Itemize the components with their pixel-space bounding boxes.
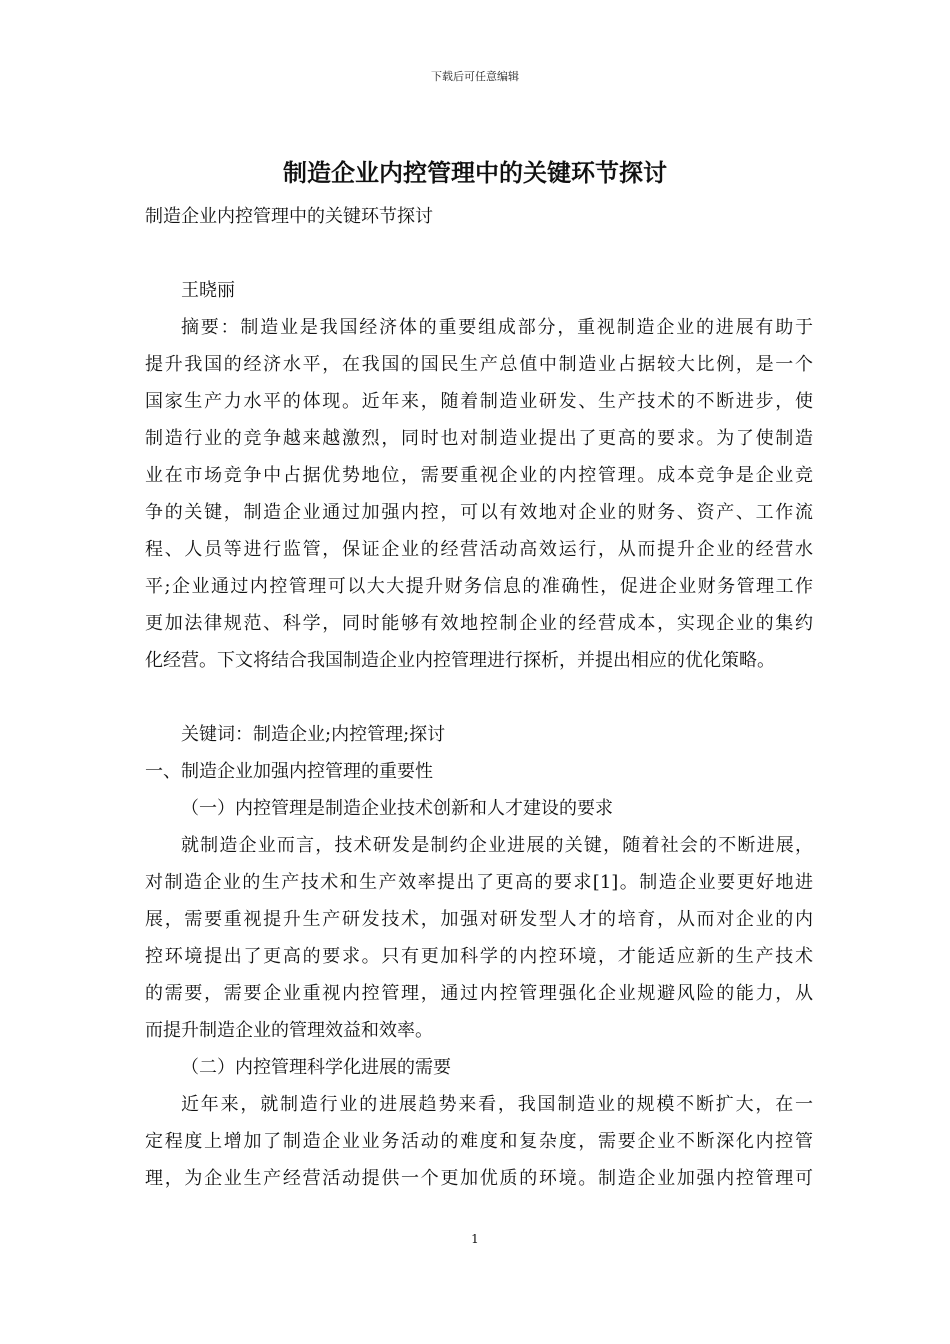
paragraph-line: 近年来，就制造行业的进展趋势来看，我国制造业的规模不断扩大，在一: [181, 1094, 813, 1115]
paragraph-line: 对制造企业的生产技术和生产效率提出了更高的要求[1]。制造企业要更好地进: [145, 872, 813, 893]
document-body: [145, 198, 813, 1197]
paragraph-line: 理，为企业生产经营活动提供一个更加优质的环境。制造企业加强内控管理可: [145, 1168, 813, 1189]
paragraph-line: 就制造企业而言，技术研发是制约企业进展的关键，随着社会的不断进展，: [181, 835, 813, 856]
abstract-line: 平;企业通过内控管理可以大大提升财务信息的准确性，促进企业财务管理工作: [145, 576, 813, 597]
blank-line: [145, 235, 813, 272]
abstract-line: 争的关键，制造企业通过加强内控，可以有效地对企业的财务、资产、工作流: [145, 502, 813, 523]
abstract-line: 化经营。下文将结合我国制造企业内控管理进行探析，并提出相应的优化策略。: [145, 650, 775, 671]
abstract-line: 业在市场竞争中占据优势地位，需要重视企业的内控管理。成本竞争是企业竞: [145, 465, 813, 486]
keywords: 关键词：制造企业;内控管理;探讨: [181, 724, 446, 745]
subsection-2-paragraph: [145, 1086, 813, 1197]
abstract-line: 更加法律规范、科学，同时能够有效地控制企业的经营成本，实现企业的集约: [145, 613, 813, 634]
section-heading: 一、制造企业加强内控管理的重要性: [145, 761, 433, 782]
abstract-line: 制造行业的竞争越来越激烈，同时也对制造业提出了更高的要求。为了使制造: [145, 428, 813, 449]
abstract-paragraph: [145, 309, 813, 679]
abstract-line: 提升我国的经济水平，在我国的国民生产总值中制造业占据较大比例，是一个: [145, 354, 813, 375]
author: 王晓丽: [181, 280, 235, 301]
abstract-line: 国家生产力水平的体现。近年来，随着制造业研发、生产技术的不断进步，使: [145, 391, 813, 412]
subtitle: 制造企业内控管理中的关键环节探讨: [145, 206, 433, 227]
header-note: 下载后可任意编辑: [431, 70, 519, 83]
page-number: 1: [471, 1232, 479, 1246]
subsection-heading: （二）内控管理科学化进展的需要: [181, 1057, 451, 1078]
document-title: 制造企业内控管理中的关键环节探讨: [283, 159, 667, 187]
paragraph-line: 而提升制造企业的管理效益和效率。: [145, 1020, 433, 1041]
abstract-line: 程、人员等进行监管，保证企业的经营活动高效运行，从而提升企业的经营水: [145, 539, 813, 560]
blank-line: [145, 679, 813, 716]
paragraph-line: 控环境提出了更高的要求。只有更加科学的内控环境，才能适应新的生产技术: [145, 946, 813, 967]
paragraph-line: 展，需要重视提升生产研发技术，加强对研发型人才的培育，从而对企业的内: [145, 909, 813, 930]
paragraph-line: 定程度上增加了制造企业业务活动的难度和复杂度，需要企业不断深化内控管: [145, 1131, 813, 1152]
subsection-1-paragraph: [145, 827, 813, 1049]
subsection-heading: （一）内控管理是制造企业技术创新和人才建设的要求: [181, 798, 613, 819]
paragraph-line: 的需要，需要企业重视内控管理，通过内控管理强化企业规避风险的能力，从: [145, 983, 813, 1004]
abstract-line: 摘要：制造业是我国经济体的重要组成部分，重视制造企业的进展有助于: [181, 317, 813, 338]
